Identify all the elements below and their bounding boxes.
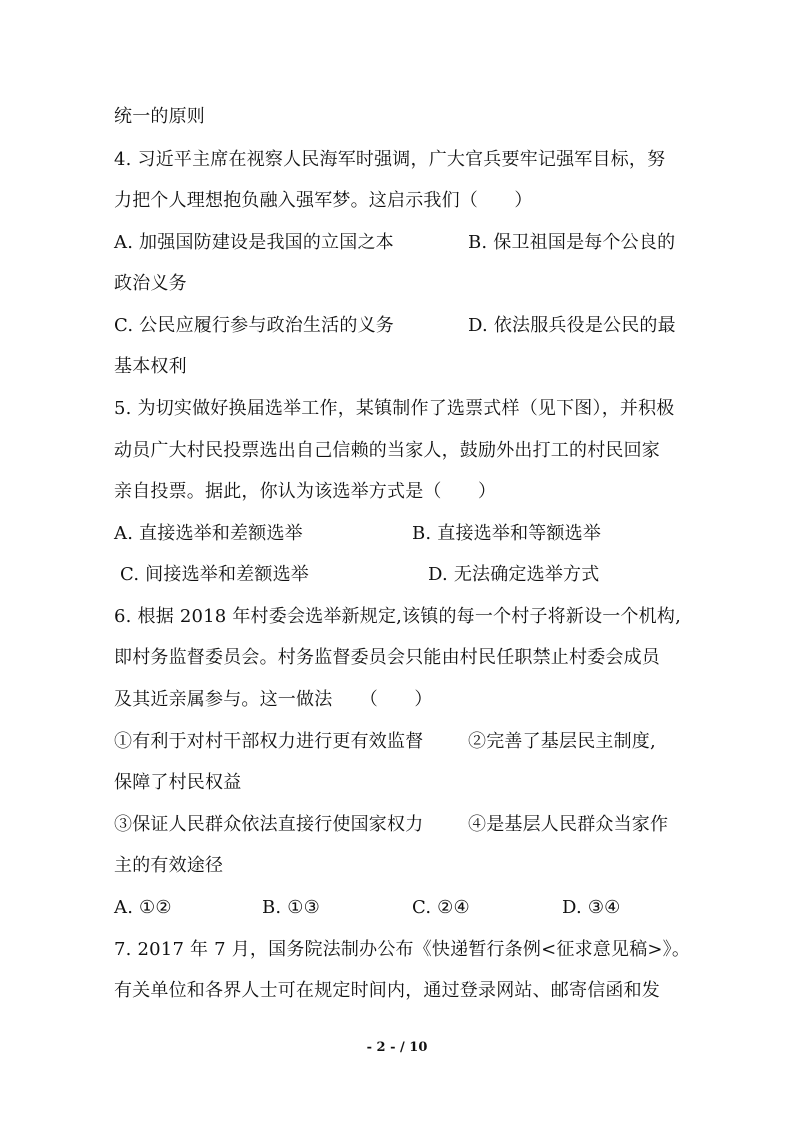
question-5-stem: 5. 为切实做好换届选举工作，某镇制作了选票式样（见下图），并积极 <box>114 398 675 419</box>
question-4-option-c: C. 公民应履行参与政治生活的义务 <box>114 315 394 336</box>
question-5-stem-cont: 亲自投票。据此，你认为该选举方式是（ ） <box>114 481 497 502</box>
question-6-statement-1: ①有利于对村干部权力进行更有效监督 <box>114 731 424 752</box>
question-4-stem: 4. 习近平主席在视察人民海军时强调，广大官兵要牢记强军目标，努 <box>114 149 666 170</box>
question-6-option-d: D. ③④ <box>562 897 621 918</box>
question-6-statement-2: ②完善了基层民主制度, <box>468 731 656 752</box>
question-6-statement-2-cont: 保障了村民权益 <box>114 772 242 793</box>
question-4-option-b: B. 保卫祖国是每个公良的 <box>468 232 676 253</box>
question-6-stem-cont: 及其近亲属参与。这一做法 （ ） <box>114 689 433 710</box>
question-6-statement-4: ④是基层人民群众当家作 <box>468 814 669 835</box>
question-5-option-c: C. 间接选举和差额选举 <box>120 564 309 585</box>
page-number: - 2 - / 10 <box>366 1040 428 1055</box>
question-4-stem-cont: 力把个人理想抱负融入强军梦。这启示我们（ ） <box>114 190 533 211</box>
question-5-option-b: B. 直接选举和等额选举 <box>412 523 602 544</box>
question-6-statement-4-cont: 主的有效途径 <box>114 855 224 876</box>
question-7-stem-cont: 有关单位和各界人士可在规定时间内，通过登录网站、邮寄信函和发 <box>114 980 660 1001</box>
question-7-stem: 7. 2017 年 7 月，国务院法制办公布《快递暂行条例<征求意见稿>》。 <box>114 939 691 960</box>
question-4-option-d: D. 依法服兵役是公民的最 <box>468 315 676 336</box>
question-6-option-a: A. ①② <box>114 897 172 918</box>
question-4-option-d-cont: 基本权利 <box>114 356 187 377</box>
text-line: 统一的原则 <box>114 106 205 127</box>
question-6-statement-3: ③保证人民群众依法直接行使国家权力 <box>114 814 424 835</box>
question-4-option-a: A. 加强国防建设是我国的立国之本 <box>114 232 394 253</box>
question-6-stem: 6. 根据 2018 年村委会选举新规定,该镇的每一个村子将新设一个机构, <box>114 606 681 627</box>
question-4-option-b-cont: 政治义务 <box>114 273 187 294</box>
question-6-stem-cont: 即村务监督委员会。村务监督委员会只能由村民任职禁止村委会成员 <box>114 647 660 668</box>
question-5-stem-cont: 动员广大村民投票选出自己信赖的当家人，鼓励外出打工的村民回家 <box>114 440 660 461</box>
question-5-option-a: A. 直接选举和差额选举 <box>114 523 303 544</box>
question-6-option-b: B. ①③ <box>262 897 320 918</box>
question-5-option-d: D. 无法确定选举方式 <box>428 564 600 585</box>
question-6-option-c: C. ②④ <box>412 897 470 918</box>
